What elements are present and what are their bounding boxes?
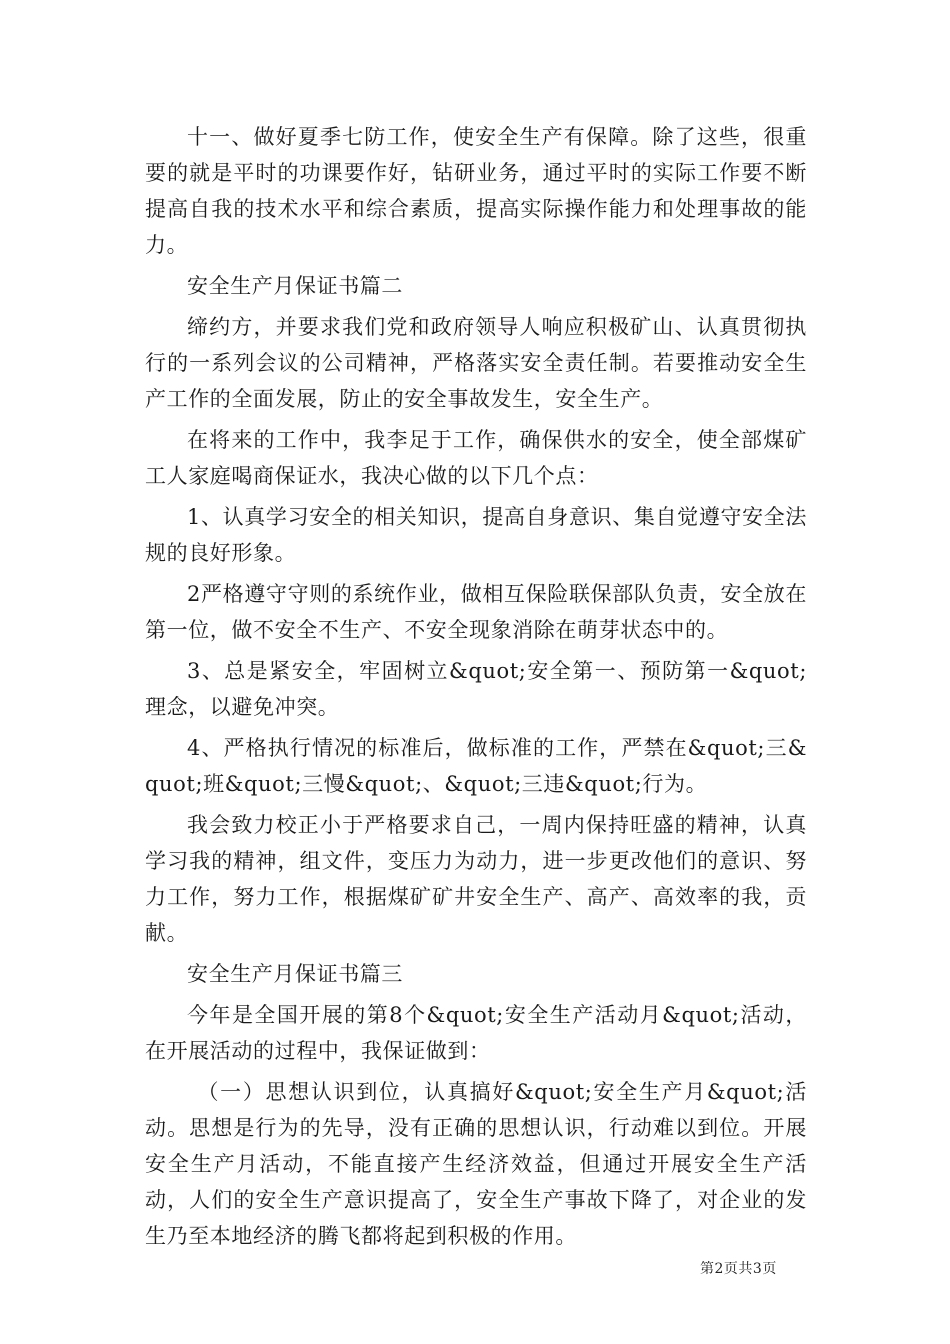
list-item-2: 2严格遵守守则的系统作业，做相互保险联保部队负责，安全放在第一位，做不安全不生产、不安全现象消除在萌芽状态中的。 [145, 582, 807, 642]
section-heading-part-2: 安全生产月保证书篇二 [187, 274, 403, 298]
list-item-1: 1、认真学习安全的相关知识，提高自身意识、集自觉遵守安全法规的良好形象。 [145, 505, 807, 565]
paragraph-item-11: 十一、做好夏季七防工作，使安全生产有保障。除了这些，很重要的就是平时的功课要作好，钻研业务，通过平时的实际工作要不断提高自我的技术水平和综合素质，提高实际操作能力和处理事故的能力。 [145, 125, 807, 257]
paragraph-activity-month: 今年是全国开展的第8个&quot;安全生产活动月&quot;活动，在开展活动的过程中，我保证做到： [145, 1003, 807, 1063]
paragraph-intro: 缔约方，并要求我们党和政府领导人响应积极矿山、认真贯彻执行的一系列会议的公司精神，严格落实安全责任制。若要推动安全生产工作的全面发展，防止的安全事故发生，安全生产。 [145, 315, 807, 411]
list-item-4: 4、严格执行情况的标准后，做标准的工作，严禁在&quot;三&quot;班&quot;三慢&quot;、&quot;三违&quot;行为。 [145, 736, 807, 796]
paragraph-commitment: 我会致力校正小于严格要求自己，一周内保持旺盛的精神，认真学习我的精神，组文件，变压力为动力，进一步更改他们的意识、努力工作，努力工作，根据煤矿矿井安全生产、高产、高效率的我，贡献。 [145, 813, 807, 945]
list-item-3: 3、总是紧安全，牢固树立&quot;安全第一、预防第一&quot;理念，以避免冲突。 [145, 659, 807, 719]
page-number: 第2页共3页 [700, 1261, 777, 1277]
section-heading-part-3: 安全生产月保证书篇三 [187, 962, 403, 986]
document-body [145, 119, 807, 1259]
paragraph-pledge: 在将来的工作中，我李足于工作，确保供水的安全，使全部煤矿工人家庭喝商保证水，我决心做的以下几个点： [145, 428, 807, 488]
paragraph-point-one: （一）思想认识到位，认真搞好&quot;安全生产月&quot;活动。思想是行为的先导，没有正确的思想认识，行动难以到位。开展安全生产月活动，不能直接产生经济效益，但通过开展安全生产活动，人们的安全生产意识提高了，安全生产事故下降了，对企业的发生乃至本地经济的腾飞都将起到积极的作用。 [145, 1080, 807, 1248]
